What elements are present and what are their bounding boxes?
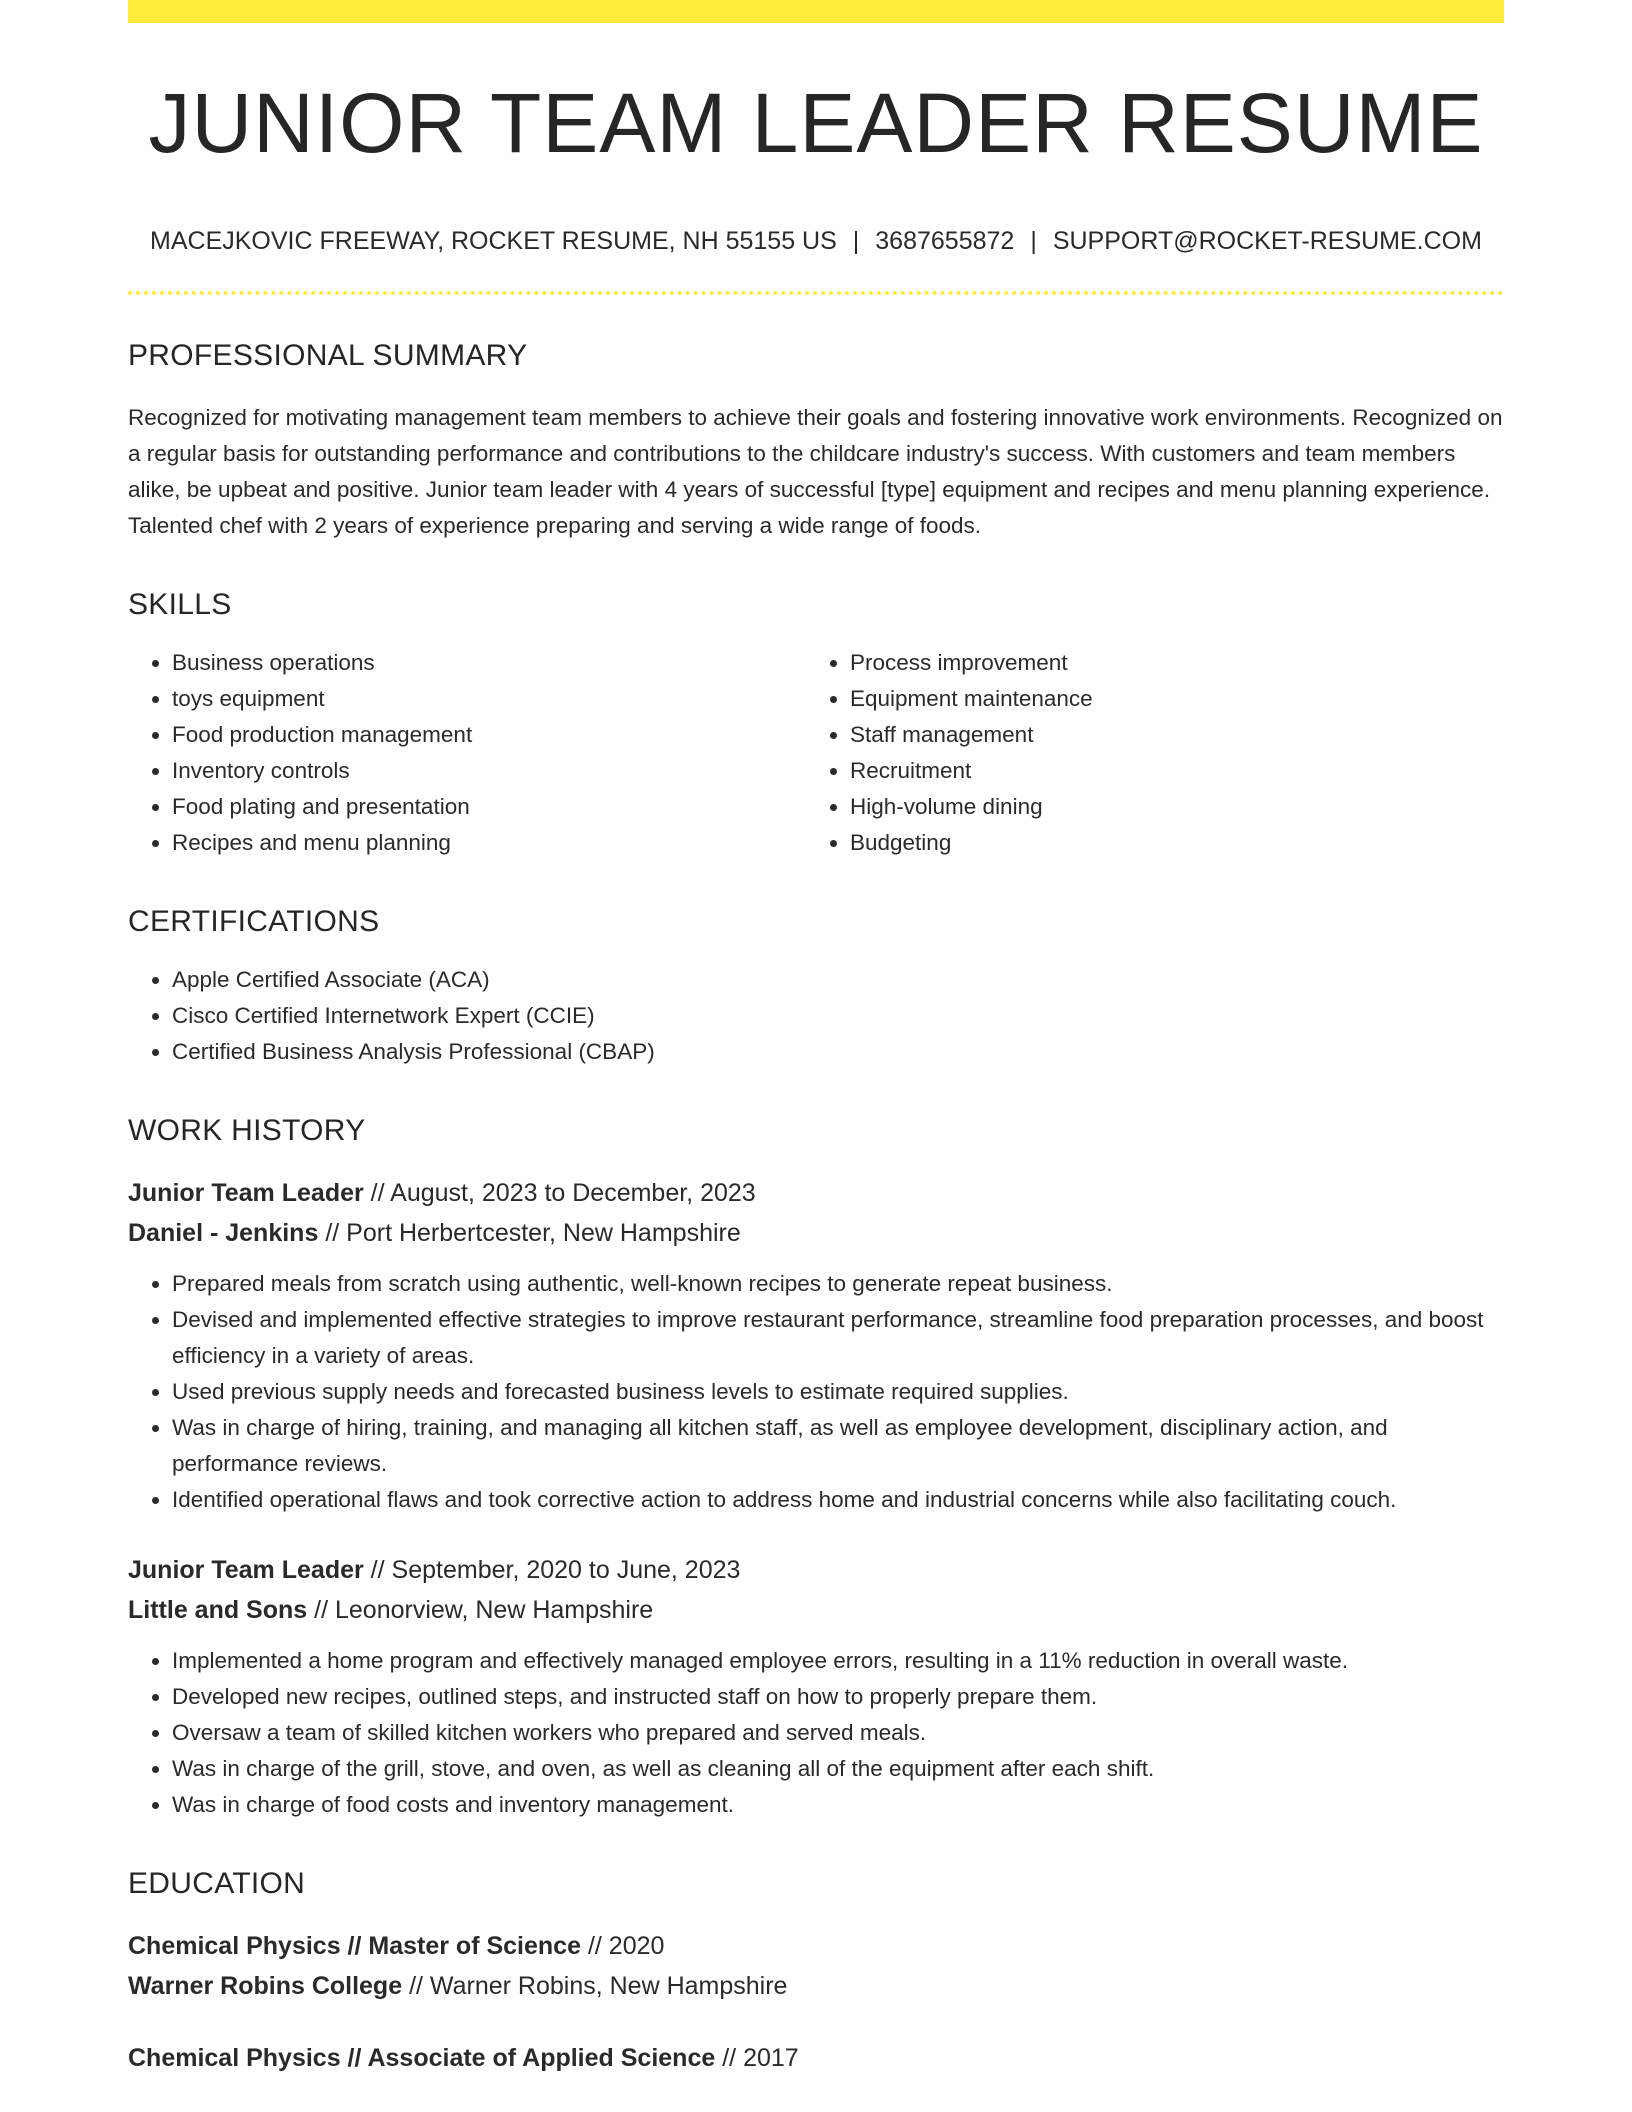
job-dates: September, 2020 to June, 2023: [391, 1556, 741, 1584]
education-school: Warner Robins College: [128, 1972, 403, 2000]
job-duty: • Implemented a home program and effectively managed employee errors, resulting in a 11% reduction in overall waste.: [172, 1643, 1504, 1679]
education-degree: Chemical Physics // Associate of Applied Science: [128, 2044, 716, 2072]
skill-item: • High-volume dining: [850, 789, 1484, 825]
education-entry: [128, 2038, 1504, 2078]
divider: //: [314, 1596, 329, 1624]
job-entry: [128, 1550, 1504, 1823]
contact-address: MACEJKOVIC FREEWAY, ROCKET RESUME, NH 55155 US: [150, 227, 837, 255]
education-heading: EDUCATION: [128, 1867, 306, 1900]
divider: //: [409, 1972, 423, 2000]
job-title-line: [128, 1173, 1504, 1213]
skill-item: • Equipment maintenance: [850, 681, 1484, 717]
contact-line: [128, 229, 1504, 254]
contact-separator: |: [852, 227, 860, 255]
accent-top-bar: [128, 0, 1504, 23]
work-history-heading: WORK HISTORY: [128, 1114, 366, 1147]
resume-page: [128, 0, 1504, 2078]
job-duty: • Was in charge of food costs and inventory management.: [172, 1787, 1504, 1823]
education-degree: Chemical Physics // Master of Science: [128, 1932, 581, 1960]
job-duty: • Prepared meals from scratch using authentic, well-known recipes to generate repeat business.: [172, 1266, 1504, 1302]
job-company: Daniel - Jenkins: [128, 1219, 319, 1247]
skill-item: • Recipes and menu planning: [172, 825, 806, 861]
education-location: Warner Robins, New Hampshire: [429, 1972, 788, 2000]
job-duties-list: [128, 1643, 1504, 1823]
certifications-section: [128, 907, 1504, 1070]
job-duty: • Was in charge of hiring, training, and managing all kitchen staff, as well as employee development, disciplinary action, and performance reviews.: [172, 1410, 1504, 1482]
certification-item: • Cisco Certified Internetwork Expert (CCIE): [172, 998, 1504, 1034]
job-title: Junior Team Leader: [128, 1556, 364, 1584]
contact-email: SUPPORT@ROCKET-RESUME.COM: [1052, 227, 1482, 255]
job-location: Leonorview, New Hampshire: [335, 1596, 654, 1624]
job-entry: [128, 1173, 1504, 1518]
divider: //: [325, 1219, 340, 1247]
divider: //: [722, 2044, 737, 2072]
skills-list-right: [806, 645, 1484, 861]
education-entry: [128, 1926, 1504, 2006]
divider: //: [370, 1556, 385, 1584]
skill-item: • Process improvement: [850, 645, 1484, 681]
certifications-list: [128, 962, 1504, 1070]
skill-item: • Business operations: [172, 645, 806, 681]
job-duty: • Identified operational flaws and took corrective action to address home and industrial concerns while also facilitating couch.: [172, 1482, 1504, 1518]
job-duty: • Devised and implemented effective strategies to improve restaurant performance, streamline food preparation processes, and boost efficiency in a variety of areas.: [172, 1302, 1504, 1374]
job-location: Port Herbertcester, New Hampshire: [346, 1219, 741, 1247]
job-dates: August, 2023 to December, 2023: [390, 1179, 756, 1207]
summary-text: Recognized for motivating management team members to achieve their goals and fostering innovative work environments. Recognized on a regular basis for outstanding performance and contributions to the childcare industry's success. With customers and team members alike, be upbeat and positive. Junior team leader with 4 years of successful [type] equipment and recipes and menu planning experience. Talented chef with 2 years of experience preparing and serving a wide range of foods.: [128, 405, 1503, 538]
job-duty: • Developed new recipes, outlined steps, and instructed staff on how to properly prepare them.: [172, 1679, 1504, 1715]
certification-item: • Apple Certified Associate (ACA): [172, 962, 1504, 998]
job-company: Little and Sons: [128, 1596, 308, 1624]
skill-item: • Food plating and presentation: [172, 789, 806, 825]
skill-item: • Budgeting: [850, 825, 1484, 861]
skill-item: • Inventory controls: [172, 753, 806, 789]
certifications-heading: CERTIFICATIONS: [128, 905, 380, 938]
skill-item: • toys equipment: [172, 681, 806, 717]
education-degree-line: [128, 1926, 1504, 1966]
resume-title: JUNIOR TEAM LEADER RESUME: [148, 76, 1484, 170]
job-duty: • Used previous supply needs and forecasted business levels to estimate required supplies.: [172, 1374, 1504, 1410]
skills-grid: [128, 645, 1504, 861]
skill-item: • Staff management: [850, 717, 1484, 753]
education-school-line: [128, 1966, 1504, 2006]
skill-item: • Food production management: [172, 717, 806, 753]
divider: //: [370, 1179, 385, 1207]
skills-list-left: [128, 645, 806, 861]
education-degree-line: [128, 2038, 1504, 2078]
skills-heading: SKILLS: [128, 588, 232, 621]
divider: //: [587, 1932, 602, 1960]
work-history-section: [128, 1116, 1504, 1823]
skill-item: • Recruitment: [850, 753, 1484, 789]
job-duty: • Oversaw a team of skilled kitchen workers who prepared and served meals.: [172, 1715, 1504, 1751]
summary-section: [128, 341, 1504, 544]
education-year: 2017: [743, 2044, 799, 2072]
job-company-line: [128, 1213, 1504, 1253]
job-duty: • Was in charge of the grill, stove, and oven, as well as cleaning all of the equipment after each shift.: [172, 1751, 1504, 1787]
certification-item: • Certified Business Analysis Professional (CBAP): [172, 1034, 1504, 1070]
summary-heading: PROFESSIONAL SUMMARY: [128, 339, 528, 372]
job-company-line: [128, 1590, 1504, 1630]
dotted-divider: [128, 291, 1504, 295]
contact-separator: |: [1030, 227, 1037, 255]
contact-phone: 3687655872: [875, 227, 1015, 255]
job-title-line: [128, 1550, 1504, 1590]
job-duties-list: [128, 1266, 1504, 1518]
skills-section: [128, 590, 1504, 861]
education-section: [128, 1869, 1504, 2078]
education-year: 2020: [608, 1932, 665, 1960]
job-title: Junior Team Leader: [128, 1179, 364, 1207]
